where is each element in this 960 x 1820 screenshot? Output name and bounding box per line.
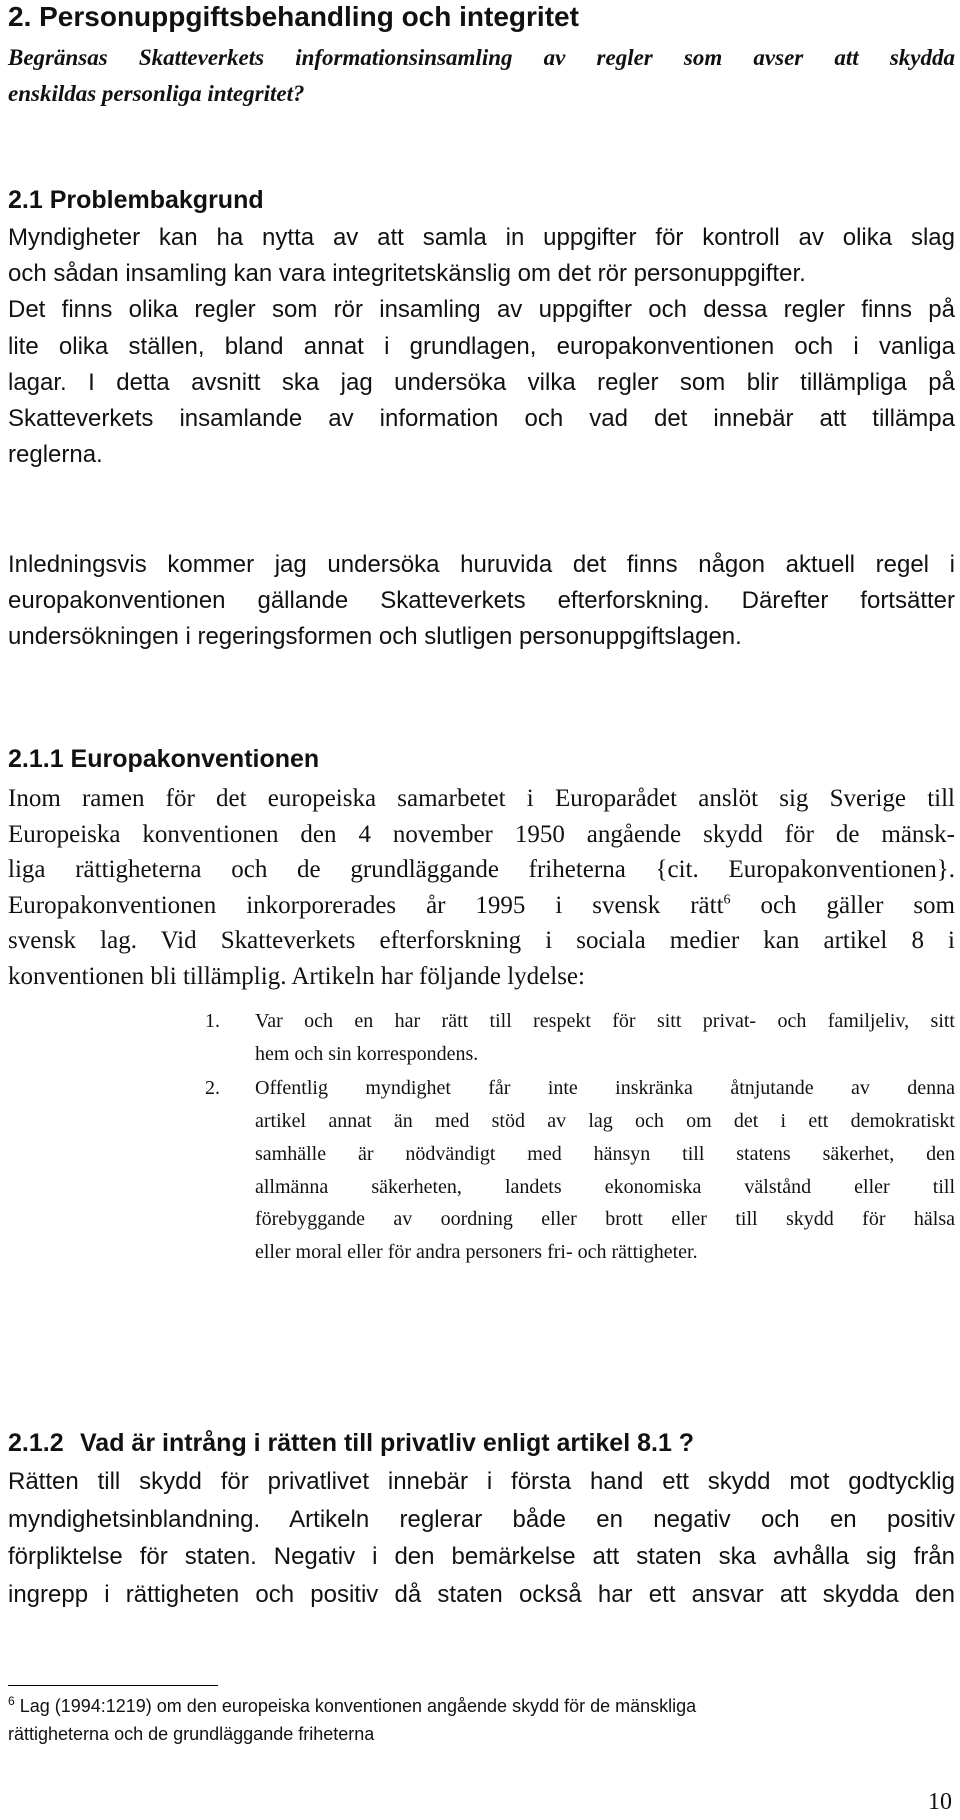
text-fragment: Europakonventionen inkorporerades år 1995 i svensk rätt	[8, 891, 724, 919]
research-question	[8, 40, 955, 112]
text-line: svensk lag. Vid Skatteverkets efterforskning i sociala medier kan artikel 8 i	[8, 927, 955, 955]
text-line: myndighetsinblandning. Artikeln reglerar både en negativ och en positiv	[8, 1505, 955, 1533]
text-line: artikel annat än med stöd av lag och om det i ett demokratiskt	[255, 1110, 955, 1133]
footnote-reference[interactable]: 6	[723, 892, 731, 908]
section-heading-2-1-1: 2.1.1 Europakonventionen	[8, 745, 320, 773]
text-line: lagar. I detta avsnitt ska jag undersöka vilka regler som blir tillämpliga på	[8, 368, 955, 396]
list-item-number: 2.	[205, 1077, 220, 1100]
text-line: liga rättigheterna och de grundläggande friheterna {cit. Europakonventionen}.	[8, 856, 955, 884]
paragraph-privatliv	[8, 1463, 955, 1613]
footnote-divider	[8, 1685, 218, 1686]
text-line: Inom ramen för det europeiska samarbetet i Europarådet anslöt sig Sverige till	[8, 785, 955, 812]
text-line: ingrepp i rättigheten och positiv då staten också har ett ansvar att skydda den	[8, 1580, 955, 1608]
footnote-line: rättigheterna och de grundläggande friheterna	[8, 1724, 375, 1744]
heading-number: 2.1.2	[8, 1429, 64, 1457]
text-line	[8, 888, 955, 924]
paragraph-problembakgrund	[8, 220, 955, 473]
text-line: Rätten till skydd för privatlivet innebär i första hand ett skydd mot godtycklig	[8, 1468, 955, 1495]
footnote	[8, 1692, 955, 1748]
list-item	[205, 1072, 955, 1268]
text-line: Skatteverkets insamlande av information och vad det innebär att tillämpa	[8, 405, 955, 433]
footnote-line	[8, 1692, 955, 1720]
text-line: och sådan insamling kan vara integritetskänslig om det rör personuppgifter.	[8, 260, 806, 288]
document-title: 2. Personuppgiftsbehandling och integritet	[8, 1, 579, 32]
paragraph-europakonventionen	[8, 781, 955, 995]
article-8-list	[205, 1005, 955, 1269]
text-line: Myndigheter kan ha nytta av att samla in uppgifter för kontroll av olika slag	[8, 224, 955, 251]
text-fragment: Lag (1994:1219) om den europeiska konventionen angående skydd för de mänskliga	[14, 1696, 697, 1716]
text-line: hem och sin korrespondens.	[255, 1042, 479, 1065]
page-number: 10	[928, 1789, 952, 1815]
text-line: samhälle är nödvändigt med hänsyn till statens säkerhet, den	[255, 1142, 955, 1165]
section-heading-2-1-2	[8, 1426, 955, 1460]
text-line: Europeiska konventionen den 4 november 1950 angående skydd för de mänsk-	[8, 820, 955, 848]
question-line: Begränsas Skatteverkets informationsinsamling av regler som avser att skydda	[8, 45, 955, 70]
text-line: konventionen bli tillämplig. Artikeln har följande lydelse:	[8, 962, 585, 990]
list-item	[205, 1005, 955, 1070]
text-line: undersökningen i regeringsformen och slutligen personuppgiftslagen.	[8, 623, 742, 650]
footnote-number: 6	[8, 1694, 15, 1708]
text-fragment: och gäller som	[730, 891, 955, 919]
text-line: allmänna säkerheten, landets ekonomiska välstånd eller till	[255, 1175, 955, 1198]
text-line: förpliktelse för staten. Negativ i den bemärkelse att staten ska avhålla sig från	[8, 1543, 955, 1570]
text-line: lite olika ställen, bland annat i grundlagen, europakonventionen och i vanliga	[8, 332, 955, 360]
text-line: reglerna.	[8, 441, 103, 469]
text-line: europakonventionen gällande Skatteverkets efterforskning. Därefter fortsätter	[8, 587, 955, 614]
section-heading-2-1: 2.1 Problembakgrund	[8, 186, 264, 214]
text-line: förebyggande av oordning eller brott eller till skydd för hälsa	[255, 1208, 955, 1231]
paragraph-inledningsvis	[8, 547, 955, 655]
text-line: Det finns olika regler som rör insamling av uppgifter och dessa regler finns på	[8, 296, 955, 324]
text-line: Offentlig myndighet får inte inskränka åtnjutande av denna	[255, 1077, 955, 1100]
question-line: enskildas personliga integritet?	[8, 81, 305, 106]
list-item-number: 1.	[205, 1010, 220, 1032]
heading-text: Vad är intrång i rätten till privatliv enligt artikel 8.1 ?	[80, 1429, 695, 1457]
text-line: eller moral eller för andra personers fri- och rättigheter.	[255, 1240, 698, 1263]
text-line: Inledningsvis kommer jag undersöka huruvida det finns någon aktuell regel i	[8, 551, 955, 578]
text-line: Var och en har rätt till respekt för sitt privat- och familjeliv, sitt	[255, 1010, 955, 1032]
